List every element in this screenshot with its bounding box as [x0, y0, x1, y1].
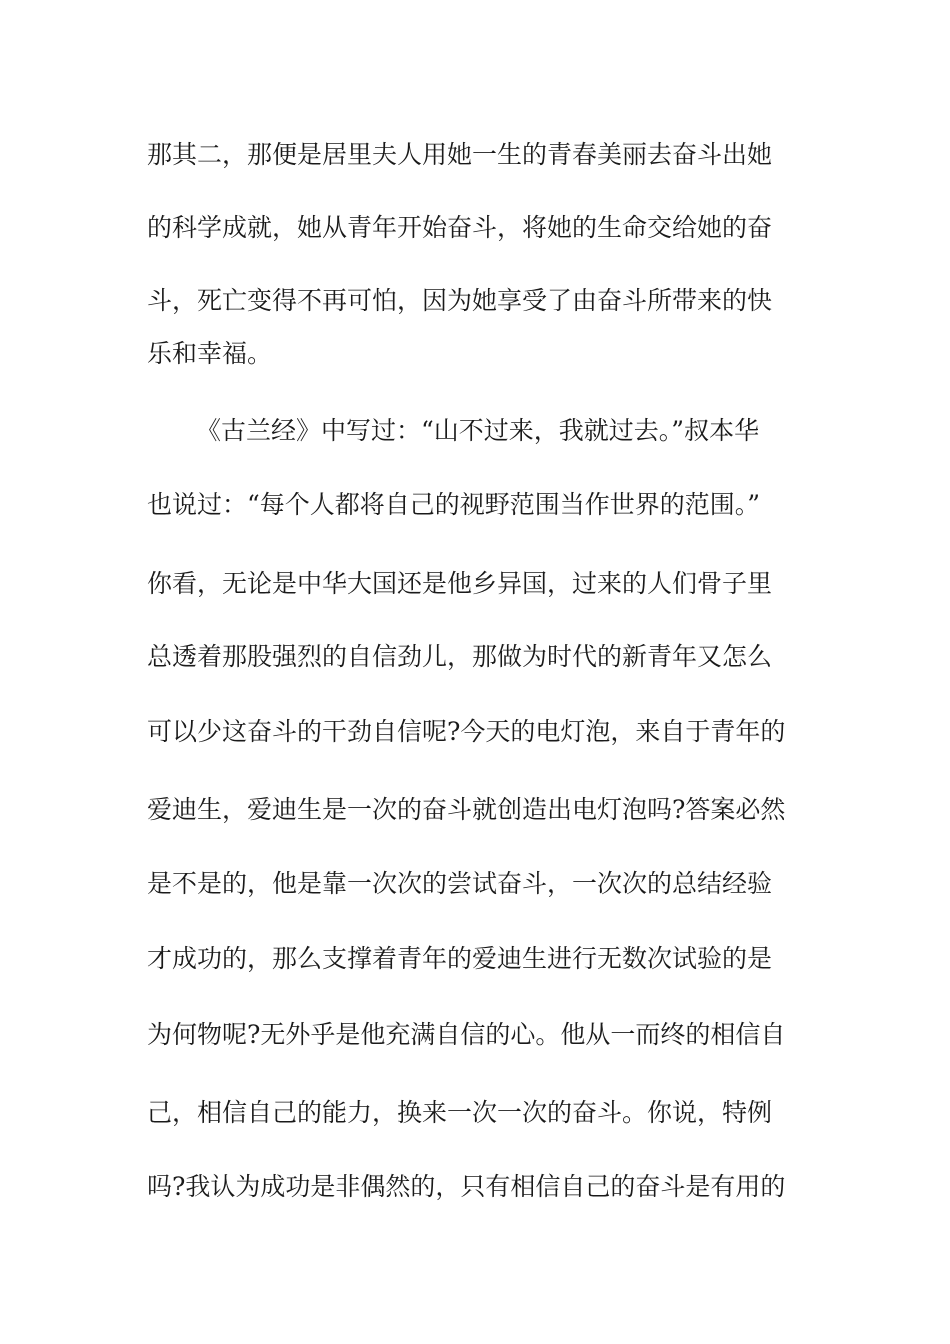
paragraph-2-line-11: 吗?我认为成功是非偶然的，只有相信自己的奋斗是有用的: [147, 1172, 786, 1201]
paragraph-1-line-2: 的科学成就，她从青年开始奋斗，将她的生命交给她的奋: [147, 213, 773, 242]
paragraph-1-line-3: 斗，死亡变得不再可怕，因为她享受了由奋斗所带来的快: [147, 286, 773, 315]
paragraph-2-line-6: 爱迪生，爱迪生是一次的奋斗就创造出电灯泡吗?答案必然: [147, 795, 786, 824]
paragraph-2-line-7: 是不是的，他是靠一次次的尝试奋斗，一次次的总结经验: [147, 869, 773, 898]
paragraph-2-line-5: 可以少这奋斗的干劲自信呢?今天的电灯泡，来自于青年的: [147, 717, 786, 746]
paragraph-2-line-1: 《古兰经》中写过：“山不过来，我就过去。”叔本华: [196, 416, 760, 445]
paragraph-2-line-9: 为何物呢?无外乎是他充满自信的心。他从一而终的相信自: [147, 1020, 786, 1049]
paragraph-1-line-1: 那其二，那便是居里夫人用她一生的青春美丽去奋斗出她: [147, 140, 773, 169]
paragraph-2-line-10: 己，相信自己的能力，换来一次一次的奋斗。你说，特例: [147, 1098, 773, 1127]
paragraph-1-line-4: 乐和幸福。: [147, 339, 273, 368]
paragraph-2-line-2: 也说过：“每个人都将自己的视野范围当作世界的范围。”: [147, 490, 761, 519]
paragraph-2-line-8: 才成功的，那么支撑着青年的爱迪生进行无数次试验的是: [147, 944, 773, 973]
paragraph-2-line-4: 总透着那股强烈的自信劲儿，那做为时代的新青年又怎么: [147, 642, 773, 671]
paragraph-2-line-3: 你看，无论是中华大国还是他乡异国，过来的人们骨子里: [147, 569, 773, 598]
